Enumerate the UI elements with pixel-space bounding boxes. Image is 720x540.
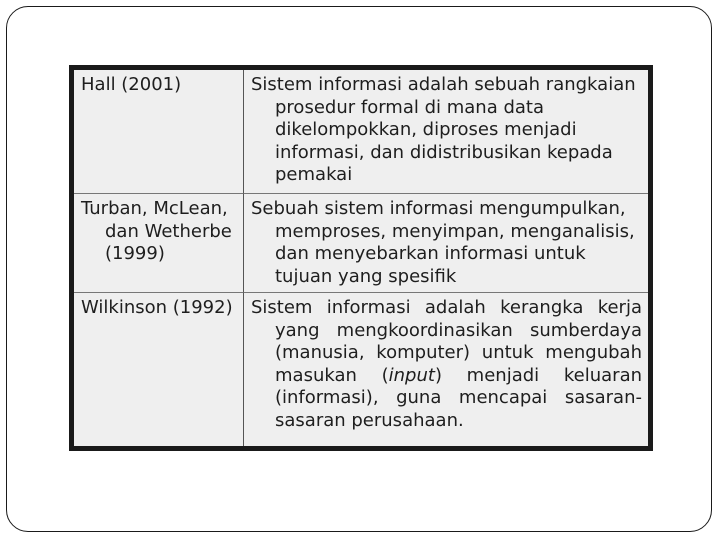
author-cell <box>74 194 244 293</box>
definition-text-part1: Sistem informasi adalah kerangka kerja yang mengkoordinasikan sumberdaya (manusia, komputer) untuk mengubah masukan ( <box>251 297 642 386</box>
author-cell <box>74 70 244 194</box>
definition-cell <box>244 293 648 446</box>
definition-cell <box>244 70 648 194</box>
author-text: Hall (2001) <box>81 74 182 95</box>
definition-text: Sistem informasi adalah sebuah rangkaian prosedur formal di mana data dikelompokkan, diproses menjadi informasi, dan didistribusikan kepada pemakai <box>251 74 636 186</box>
definitions-table <box>69 65 653 451</box>
author-text: Wilkinson (1992) <box>81 297 233 318</box>
author-cell <box>74 293 244 446</box>
definition-text-italic: input <box>388 364 435 386</box>
definition-text-part2: ) menjadi keluaran (informasi), guna mencapai sasaran-sasaran perusahaan. <box>275 364 643 431</box>
definition-cell <box>244 194 648 293</box>
author-text: Turban, McLean, dan Wetherbe (1999) <box>81 198 232 265</box>
definition-text: Sebuah sistem informasi mengumpulkan, memproses, menyimpan, menganalisis, dan menyebarkan informasi untuk tujuan yang spesifik <box>251 198 635 287</box>
